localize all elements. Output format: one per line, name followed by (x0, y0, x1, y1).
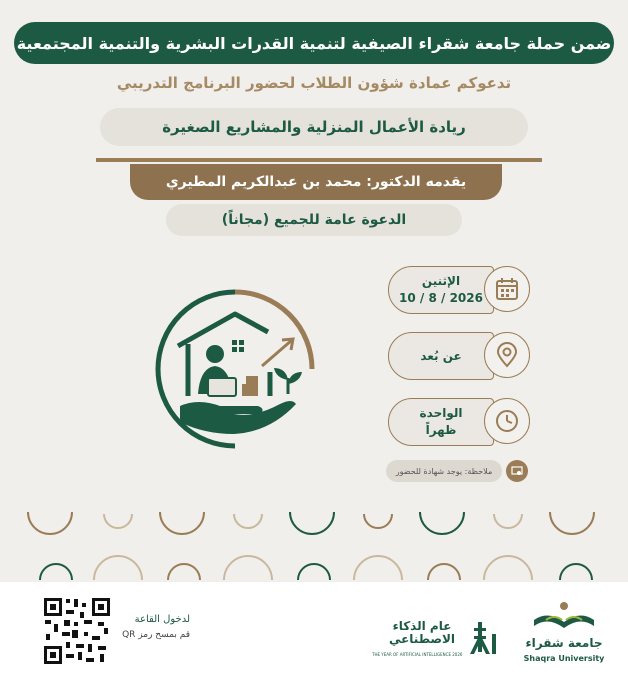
qr-label-title: لدخول القاعة (134, 614, 190, 625)
date-value: 2026 / 8 / 10 (399, 291, 483, 305)
home-business-icon (150, 284, 320, 454)
campaign-banner (14, 22, 614, 64)
calendar-icon (494, 276, 520, 302)
location-pin-icon (494, 342, 520, 368)
divider-line (96, 158, 542, 162)
program-title (100, 108, 528, 146)
qr-label-instruction: قم بمسح رمز QR (122, 630, 190, 640)
university-logo-icon (524, 600, 604, 638)
certificate-note (386, 460, 502, 482)
open-invite-text: الدعوة عامة للجميع (مجاناً) (221, 212, 407, 228)
location-pill (388, 332, 494, 380)
presenter-text: يقدمه الدكتور: محمد بن عبدالكريم المطيري (165, 174, 467, 190)
date-day: الإثنين (421, 274, 461, 288)
time-pill (388, 398, 494, 446)
date-icon-circle (484, 266, 530, 312)
qr-code-icon[interactable] (42, 596, 112, 666)
clock-icon (494, 408, 520, 434)
ai-year-title: عام الذكاء الاصطناعي (388, 619, 456, 646)
certificate-note-text: ملاحظة: يوجد شهادة للحضور (395, 466, 493, 476)
date-pill (388, 266, 494, 314)
program-title-text: ريادة الأعمال المنزلية والمشاريع الصغيرة (162, 118, 466, 136)
university-name-en: Shaqra University (523, 654, 605, 663)
time-icon-circle (484, 398, 530, 444)
ai-year-subtitle: THE YEAR OF ARTIFICIAL INTELLIGENCE 2026 (372, 652, 463, 657)
time-line1: الواحدة (419, 406, 463, 420)
location-icon-circle (484, 332, 530, 378)
campaign-banner-text: ضمن حملة جامعة شقراء الصيفية لتنمية القدرات البشرية والتنمية المجتمعية (16, 33, 612, 53)
decorative-arcs (0, 500, 628, 582)
presenter-tab (130, 164, 502, 200)
open-invite-pill (166, 204, 462, 236)
location-value: عن بُعد (420, 348, 462, 363)
invitation-line: تدعوكم عمادة شؤون الطلاب لحضور البرنامج التدريبي (116, 74, 512, 92)
university-name-ar: جامعة شقراء (525, 636, 603, 650)
certificate-icon (506, 460, 528, 482)
time-line2: ظهراً (425, 423, 457, 437)
ai-logo-mark-icon (470, 622, 496, 654)
